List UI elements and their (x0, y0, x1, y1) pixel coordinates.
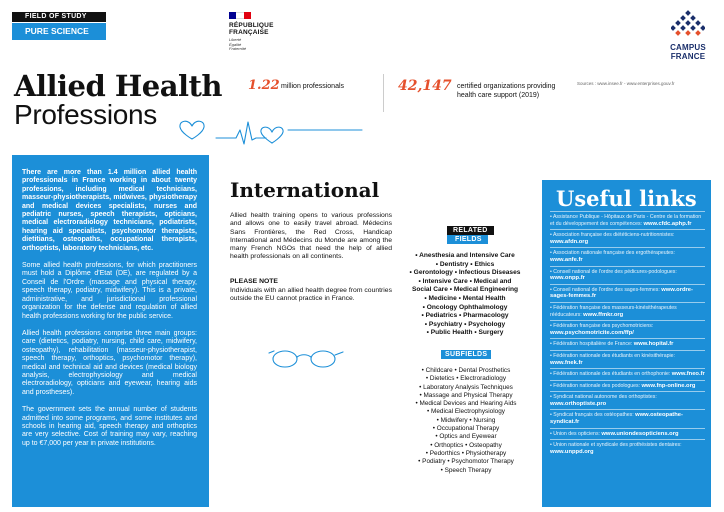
useful-link-organization: • Conseil national de l'ordre des pédicures-podologues: (550, 268, 677, 275)
stat-professionals-label: million professionals (281, 83, 345, 90)
useful-link-item (550, 409, 705, 427)
useful-link-url[interactable]: www.anfe.fr (550, 256, 583, 263)
related-field-line: • Intensive Care • Medical and (418, 277, 512, 285)
campus-france-logo (660, 10, 716, 61)
republique-francaise-logo (229, 12, 289, 56)
useful-link-url[interactable]: www.hopital.fr (633, 341, 674, 348)
sources-note: Sources : www.insee.fr - www.enterprises.gouv.fr (577, 81, 675, 86)
useful-link-organization: • Syndicat français des ostéopathes: (550, 412, 636, 419)
useful-link-item (550, 302, 705, 320)
useful-link-organization: • Syndicat national autonome des orthoptistes: (550, 394, 657, 401)
useful-link-url[interactable]: www.ordre-sages-femmes.fr (550, 286, 693, 300)
rf-motto-3: Fraternité (229, 46, 247, 51)
related-field-line: • Anesthesia and Intensive Care (415, 252, 515, 259)
international-heading: International (230, 178, 380, 202)
glasses-icon (268, 347, 344, 371)
related-fields-list (401, 252, 529, 338)
useful-link-item (550, 439, 705, 457)
related-field-line: Social Care • Medical Engineering (411, 286, 518, 294)
useful-link-organization: • Union nationale et syndicale des prothésistes dentaires: (550, 442, 682, 449)
useful-links-heading: Useful links (556, 186, 697, 211)
campus-france-line2: FRANCE (670, 52, 706, 61)
please-note-heading: PLEASE NOTE (230, 278, 278, 285)
useful-link-item (550, 391, 705, 409)
subfield-line: • Midwifery • Nursing (436, 416, 496, 424)
useful-link-url[interactable]: www.fneo.fr (671, 371, 705, 378)
useful-link-item (550, 380, 705, 392)
subfield-line: • Massage and Physical Therapy (419, 391, 513, 399)
useful-link-organization: • Fédération française des psychomotriciens: (550, 323, 654, 330)
useful-link-url[interactable]: www.uniondesopticiens.org (601, 430, 679, 437)
subfield-line: • Medical Devices and Hearing Aids (415, 400, 517, 408)
intro-paragraph-4: The government sets the annual number of students admitted into some programs, and some institutes and schools in hearing aid, speech therapy and orthoptics are very selective. Cost of training may vary, reaching up to €7,000 per year in private institutions. (22, 406, 197, 447)
useful-link-organization: • Association française des diététiciens-nutritionnistes: (550, 232, 675, 239)
related-field-line: • Medicine • Mental Health (424, 294, 506, 302)
useful-link-item (550, 320, 705, 338)
campus-france-line1: CAMPUS (670, 43, 706, 52)
useful-link-item (550, 211, 705, 229)
useful-link-organization: • Fédération hospitalière de France: (550, 341, 634, 348)
subfield-line: • Dietetics • Electroradiology (425, 375, 507, 383)
related-field-line: • Psychiatry • Psychology (424, 320, 506, 328)
useful-link-item (550, 284, 705, 302)
intro-paragraph-1: There are more than 1.4 million allied health professionals in France working in about twenty professions, including medical technicians, masseur-physiotherapists, midwives, physiotherapy and medical devices specialists, nurses and pediatric nurses, speech therapists, opticians, medical electroradiology technicians, podiatrists, hearing aid specialists, psychomotor therapists, dietitians, osteopaths, occupational therapists, orthoptists, laboratory technicians, etc. (22, 169, 197, 252)
useful-link-organization: • Association nationale française des ergothérapeutes: (550, 250, 675, 257)
related-field-line: • Gerontology • Infectious Diseases (409, 269, 521, 277)
related-fields-label: RELATED (447, 226, 494, 235)
useful-link-url[interactable]: www.fnp-online.org (641, 382, 696, 389)
related-field-line: • Public Health • Surgery (426, 329, 504, 337)
useful-links-list (550, 211, 705, 457)
stat-divider (383, 74, 384, 112)
useful-link-organization: • Fédération française des masseurs-kinésithérapeutes rééducateurs: (550, 304, 677, 318)
stat-organizations-number: 42,147 (398, 78, 452, 94)
useful-link-organization: • Fédération nationale des étudiants en kinésithérapie: (550, 352, 675, 359)
page-title: Allied Health (14, 69, 223, 103)
related-fields-sublabel: FIELDS (447, 235, 488, 244)
useful-link-organization: • Conseil national de l'ordre des sages-femmes: (550, 286, 662, 293)
field-of-study-value: PURE SCIENCE (12, 23, 106, 40)
subfield-line: • Occupational Therapy (432, 425, 500, 433)
related-field-line: • Oncology Ophthalmology (422, 303, 508, 311)
stat-professionals-number: 1.22 (248, 78, 280, 93)
useful-link-url[interactable]: www.orthoptiste.pro (550, 400, 607, 407)
useful-link-item (550, 368, 705, 380)
page-subtitle: Professions (14, 99, 157, 130)
useful-link-item (550, 428, 705, 440)
stat-organizations-label: certified organizations providing health care support (2019) (457, 83, 556, 99)
subfields-list (400, 367, 532, 475)
international-text: Allied health training opens to various professions and allows one to easily travel abroad. Médecins Sans Frontières, the Red Cross, Handicap International and Médecins du Monde are among the many French NGOs that need the help of allied health professionals on all continents. (230, 212, 392, 261)
useful-link-url[interactable]: www.onpp.fr (550, 275, 585, 282)
related-field-line: • Pediatrics • Pharmacology (421, 312, 509, 320)
subfield-line: • Medical Electrophysiology (427, 408, 505, 416)
please-note-text: Individuals with an allied health degree from countries outside the EU cannot practice in France. (230, 287, 392, 303)
subfield-line: • Optics and Eyewear (435, 433, 497, 441)
subfield-line: • Childcare • Dental Prosthetics (421, 367, 511, 374)
useful-link-url[interactable]: www.unppd.org (550, 448, 594, 455)
useful-link-url[interactable]: www.osteopathe-syndicat.fr (550, 412, 683, 426)
subfields-label: SUBFIELDS (441, 350, 491, 359)
useful-link-item (550, 229, 705, 247)
useful-link-url[interactable]: www.ffmkr.org (583, 311, 624, 318)
rf-motto-1: Liberté (229, 37, 242, 42)
useful-link-url[interactable]: www.fnek.fr (550, 359, 583, 366)
rf-line1: RÉPUBLIQUE (229, 22, 274, 29)
subfield-line: • Pedorthics • Physiotherapy (425, 449, 507, 457)
useful-links-panel (542, 180, 711, 507)
useful-link-organization: • Union des opticiens: (550, 430, 602, 437)
subfield-line: • Podiatry • Psychomotor Therapy (418, 458, 514, 466)
useful-link-url[interactable]: www.cfdc.aphp.fr (643, 220, 692, 227)
french-flag-icon (229, 12, 251, 19)
useful-link-item (550, 350, 705, 368)
subfield-line: • Laboratory Analysis Techniques (419, 383, 513, 391)
useful-link-organization: • Fédération nationale des étudiants en orthophonie: (550, 371, 672, 378)
intro-paragraph-3: Allied health professions comprise three main groups: care (dietetics, podiatry, nursing, child care, midwifery, osteopathy), rehabilitation (masseur-physiotherapist, speech therapy, orthoptics, psychomotor therapy), medical and technical aid and devices (medical biology analysis, electrophysiology and medical electroradiology, opticians and eyewear, hearing aids and prostheses). (22, 329, 197, 396)
rf-motto-2: Égalité (229, 41, 242, 47)
intro-paragraph-2: Some allied health professions, for which practitioners must hold a Diplôme d'Etat (DE), are regulated by a Conseil de l'Ordre (massage and physical therapy, speech therapy, podiatry, midwifery). This is a private, administrative, and jurisdictional professional organization for the defense and regulation of allied health professions working for the public service. (22, 262, 197, 320)
useful-link-url[interactable]: www.psychomotricite.com/ffp/ (550, 329, 634, 336)
useful-link-item (550, 338, 705, 350)
useful-link-organization: • Assistance Publique - Hôpitaux de Paris - Centre de la formation et du développement des compétences: (550, 214, 702, 227)
subfield-line: • Orthoptics • Osteopathy (430, 441, 502, 449)
heartbeat-heart-icon (176, 116, 366, 150)
subfield-line: • Speech Therapy (440, 466, 492, 474)
useful-link-item (550, 266, 705, 284)
rf-line2: FRANÇAISE (229, 29, 269, 36)
useful-link-organization: • Fédération nationale des podologues: (550, 382, 642, 389)
intro-panel (12, 155, 209, 507)
related-field-line: • Dentistry • Ethics (435, 260, 495, 268)
campus-france-diamond-icon (671, 10, 705, 38)
useful-link-url[interactable]: www.afdn.org (550, 238, 589, 245)
useful-link-item (550, 247, 705, 265)
field-of-study-label: FIELD OF STUDY (12, 12, 106, 22)
